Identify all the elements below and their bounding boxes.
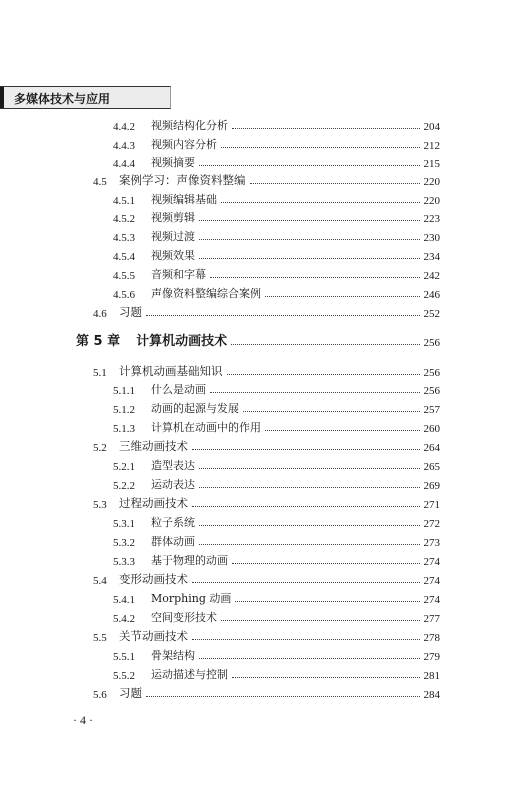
dot-leader (221, 620, 420, 621)
toc-subsection-row (113, 115, 440, 133)
toc-entry-number: 4.5.2 (113, 213, 135, 225)
dot-leader (221, 147, 420, 148)
toc-subsection-row (113, 664, 440, 682)
toc-entry-title: 动画的起源与发展 (151, 402, 239, 415)
toc-subsection-row (113, 531, 440, 549)
toc-entry-title: 骨架结构 (151, 649, 195, 662)
toc-entry-page: 256 (423, 337, 440, 349)
toc-subsection-row (113, 245, 440, 263)
dot-leader (199, 544, 420, 545)
toc-section-row (93, 436, 440, 454)
toc-entry-title: 视频过渡 (151, 230, 195, 243)
dot-leader (227, 374, 420, 375)
toc-section-row (93, 361, 440, 379)
dot-leader (199, 165, 420, 166)
toc-subsection-row (113, 207, 440, 225)
toc-section-row (93, 302, 440, 320)
toc-subsection-row (113, 152, 440, 170)
toc-entry-page: 278 (423, 632, 440, 644)
dot-leader (192, 582, 420, 583)
toc-chapter-row (76, 331, 440, 349)
toc-entry-page: 220 (423, 176, 440, 188)
toc-entry-number: 5.3 (93, 499, 107, 511)
toc-entry-page: 242 (423, 270, 440, 282)
toc-entry-number: 5.1.3 (113, 423, 135, 435)
toc-subsection-row (113, 283, 440, 301)
toc-entry-number: 4.5.1 (113, 195, 135, 207)
toc-entry-number: 5.1.1 (113, 385, 135, 397)
toc-entry-title: 三维动画技术 (119, 439, 188, 453)
toc-entry-number: 5.4.2 (113, 613, 135, 625)
toc-entry-number: 5.2.1 (113, 461, 135, 473)
toc-entry-number: 4.6 (93, 308, 107, 320)
dot-leader (221, 202, 420, 203)
dot-leader (199, 258, 420, 259)
toc-entry-title: 视频编辑基础 (151, 193, 217, 206)
toc-entry-number: 4.4.3 (113, 140, 135, 152)
toc-entry-title: 声像资料整编综合案例 (151, 287, 261, 300)
toc-entry-title: 运动描述与控制 (151, 668, 228, 681)
toc-entry-number: 5.2.2 (113, 480, 135, 492)
toc-section-row (93, 493, 440, 511)
toc-entry-title: 计算机动画基础知识 (119, 364, 223, 378)
dot-leader (199, 239, 420, 240)
dot-leader (199, 525, 420, 526)
toc-subsection-row (113, 474, 440, 492)
toc-entry-number: 5.2 (93, 442, 107, 454)
toc-entry-page: 234 (423, 251, 440, 263)
toc-entry-title: 造型表达 (151, 459, 195, 472)
dot-leader (199, 220, 420, 221)
dot-leader (199, 468, 420, 469)
toc-entry-page: 264 (423, 442, 440, 454)
toc-subsection-row (113, 264, 440, 282)
toc-entry-page: 284 (423, 689, 440, 701)
toc-entry-number: 5.5 (93, 632, 107, 644)
toc-entry-number: 4.4.2 (113, 121, 135, 133)
toc-entry-title: 视频结构化分析 (151, 119, 228, 132)
toc-entry-title: Morphing 动画 (151, 592, 232, 605)
toc-entry-page: 257 (423, 404, 440, 416)
toc-entry-number: 5.3.1 (113, 518, 135, 530)
toc-subsection-row (113, 588, 440, 606)
toc-entry-page: 260 (423, 423, 440, 435)
toc-entry-page: 274 (423, 556, 440, 568)
page-number: · 4 · (73, 713, 93, 727)
toc-entry-page: 274 (423, 575, 440, 587)
toc-entry-title: 案例学习：声像资料整编 (119, 173, 246, 187)
toc-entry-title: 粒子系统 (151, 516, 195, 529)
running-header (0, 86, 171, 109)
dot-leader (265, 296, 420, 297)
toc-entry-page: 215 (423, 158, 440, 170)
dot-leader (199, 658, 420, 659)
toc-entry-title: 视频摘要 (151, 156, 195, 169)
dot-leader (192, 506, 420, 507)
toc-entry-title: 什么是动画 (151, 383, 206, 396)
toc-entry-title: 变形动画技术 (119, 572, 188, 586)
toc-entry-page: 246 (423, 289, 440, 301)
toc-entry-title: 基于物理的动画 (151, 554, 228, 567)
dot-leader (146, 696, 420, 697)
toc-entry-number: 5.5.2 (113, 670, 135, 682)
toc-entry-page: 256 (423, 367, 440, 379)
toc-entry-title: 视频剪辑 (151, 211, 195, 224)
dot-leader (199, 487, 420, 488)
toc-subsection-row (113, 550, 440, 568)
toc-entry-number: 5.4.1 (113, 594, 135, 606)
toc-entry-number: 5.1.2 (113, 404, 135, 416)
toc-entry-number: 4.5.3 (113, 232, 135, 244)
toc-entry-title: 关节动画技术 (119, 629, 188, 643)
toc-subsection-row (113, 189, 440, 207)
toc-section-row (93, 683, 440, 701)
toc-entry-number: 5.4 (93, 575, 107, 587)
toc-entry-title: 计算机动画技术 (136, 334, 228, 349)
dot-leader (192, 449, 420, 450)
toc-subsection-row (113, 398, 440, 416)
toc-subsection-row (113, 417, 440, 435)
dot-leader (250, 183, 420, 184)
toc-entry-title: 视频内容分析 (151, 138, 217, 151)
toc-entry-title: 运动表达 (151, 478, 195, 491)
dot-leader (192, 639, 420, 640)
toc-entry-number: 5.5.1 (113, 651, 135, 663)
toc-entry-number: 4.5.4 (113, 251, 135, 263)
toc-entry-title: 习题 (119, 686, 142, 700)
toc-entry-number: 5.3.2 (113, 537, 135, 549)
dot-leader (265, 430, 420, 431)
toc-entry-number: 5.1 (93, 367, 107, 379)
toc-entry-number: 第 5 章 (76, 334, 121, 349)
toc-subsection-row (113, 607, 440, 625)
toc-subsection-row (113, 226, 440, 244)
toc-entry-title: 视频效果 (151, 249, 195, 262)
toc-entry-title: 空间变形技术 (151, 611, 217, 624)
dot-leader (210, 392, 420, 393)
toc-subsection-row (113, 455, 440, 473)
toc-entry-title: 过程动画技术 (119, 496, 188, 510)
toc-entry-title: 音频和字幕 (151, 268, 206, 281)
toc-entry-number: 4.5.6 (113, 289, 135, 301)
toc-entry-page: 220 (423, 195, 440, 207)
book-title: 多媒体技术与应用 (14, 92, 111, 106)
toc-entry-title: 习题 (119, 305, 142, 319)
toc-entry-page: 230 (423, 232, 440, 244)
dot-leader (231, 344, 419, 345)
toc-entry-title: 计算机在动画中的作用 (151, 421, 261, 434)
toc-section-row (93, 170, 440, 188)
toc-entry-number: 4.4.4 (113, 158, 135, 170)
dot-leader (232, 677, 420, 678)
toc-subsection-row (113, 379, 440, 397)
dot-leader (243, 411, 420, 412)
toc-entry-page: 273 (423, 537, 440, 549)
dot-leader (232, 128, 420, 129)
toc-entry-number: 5.3.3 (113, 556, 135, 568)
dot-leader (232, 563, 420, 564)
toc-entry-page: 212 (423, 140, 440, 152)
toc-entry-page: 279 (423, 651, 440, 663)
toc-entry-page: 272 (423, 518, 440, 530)
toc-entry-page: 204 (423, 121, 440, 133)
header-accent-bar (0, 87, 4, 108)
toc-subsection-row (113, 645, 440, 663)
dot-leader (210, 277, 420, 278)
toc-subsection-row (113, 512, 440, 530)
toc-entry-page: 281 (423, 670, 440, 682)
toc-entry-title: 群体动画 (151, 535, 195, 548)
toc-entry-number: 5.6 (93, 689, 107, 701)
toc-entry-page: 274 (423, 594, 440, 606)
dot-leader (235, 601, 419, 602)
toc-entry-page: 252 (423, 308, 440, 320)
toc-section-row (93, 626, 440, 644)
toc-entry-page: 277 (423, 613, 440, 625)
dot-leader (146, 315, 420, 316)
toc-entry-page: 271 (423, 499, 440, 511)
toc-entry-page: 265 (423, 461, 440, 473)
toc-entry-number: 4.5.5 (113, 270, 135, 282)
toc-subsection-row (113, 134, 440, 152)
toc-entry-page: 223 (423, 213, 440, 225)
toc-entry-page: 256 (423, 385, 440, 397)
toc-entry-number: 4.5 (93, 176, 107, 188)
toc-section-row (93, 569, 440, 587)
toc-entry-page: 269 (423, 480, 440, 492)
